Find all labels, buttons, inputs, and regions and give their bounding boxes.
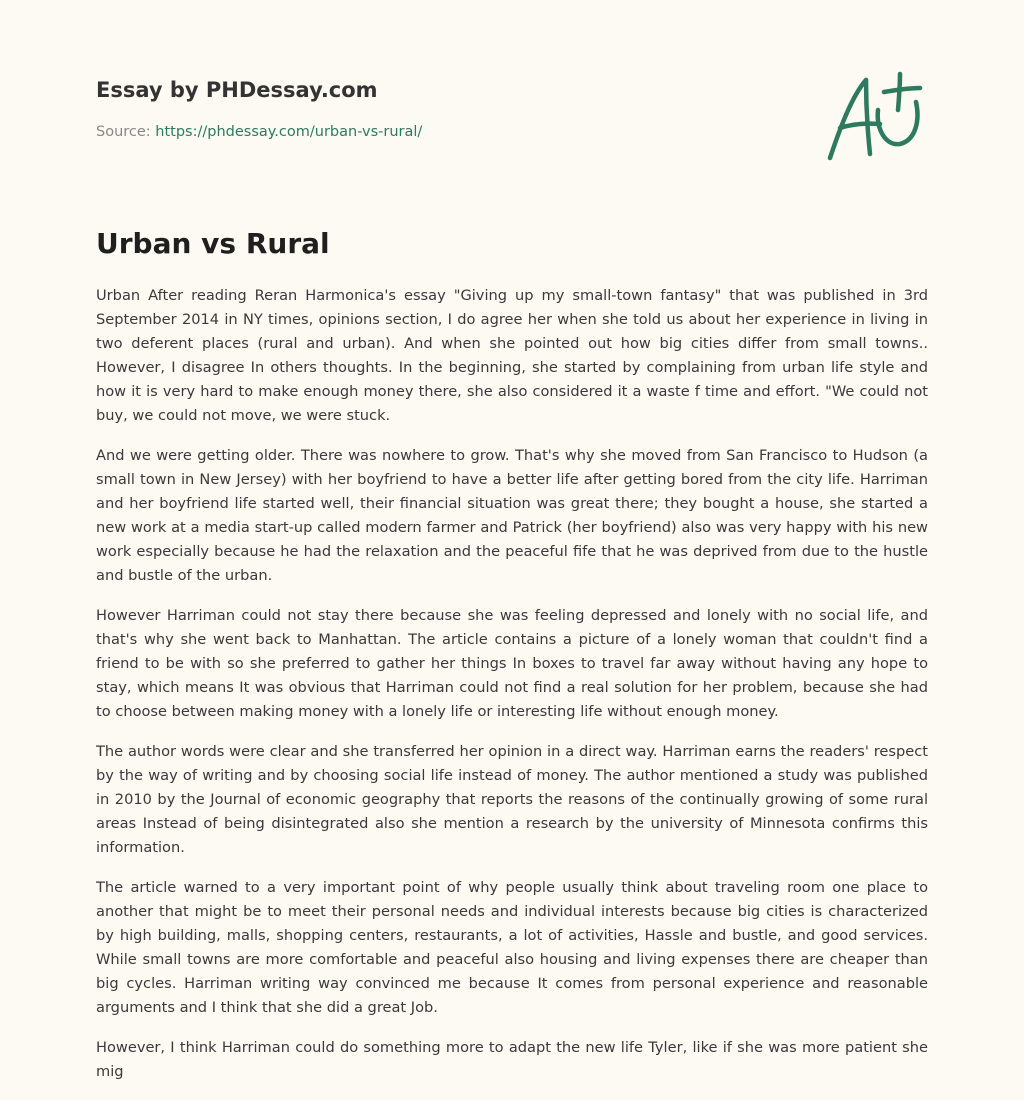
brand-title: Essay by PHDessay.com (96, 78, 378, 102)
essay-paragraph: However Harriman could not stay there because she was feeling depressed and lonely with no social life, and that's why she went back to Manhattan. The article contains a picture of a lonely woman that couldn't find a friend to be with so she preferred to gather her things In boxes to travel far away without having any hope to stay, which means It was obvious that Harriman could not find a real solution for her problem, because she had to choose between making money with a lonely life or interesting life without enough money. (96, 607, 928, 720)
a-plus-grade-icon (822, 66, 926, 164)
essay-body (96, 284, 928, 1100)
essay-paragraph: However, I think Harriman could do something more to adapt the new life Tyler, like if she was more patient she mig (96, 1039, 928, 1080)
essay-title: Urban vs Rural (96, 227, 330, 260)
site-header (96, 74, 928, 142)
source-line (96, 122, 928, 142)
essay-paragraph: The article warned to a very important point of why people usually think about traveling room one place to another that might be to meet their personal needs and individual interests because big cities is characterized by high building, malls, shopping centers, restaurants, a lot of activities, Hassle and bustle, and good services. While small towns are more comfortable and peaceful also housing and living expenses there are cheaper than big cycles. Harriman writing way convinced me because It comes from personal experience and reasonable arguments and I think that she did a great Job. (96, 879, 928, 1016)
source-label: Source: (96, 124, 156, 140)
source-link[interactable]: https://phdessay.com/urban-vs-rural/ (155, 124, 423, 140)
essay-paragraph: The author words were clear and she transferred her opinion in a direct way. Harriman earns the readers' respect by the way of writing and by choosing social life instead of money. The author mentioned a study was published in 2010 by the Journal of economic geography that reports the reasons of the continually growing of some rural areas Instead of being disintegrated also she mention a research by the university of Minnesota confirms this information. (96, 743, 928, 856)
essay-paragraph: And we were getting older. There was nowhere to grow. That's why she moved from San Francisco to Hudson (a small town in New Jersey) with her boyfriend to have a better life after getting bored from the city life. Harriman and her boyfriend life started well, their financial situation was great there; they bought a house, she started a new work at a media start-up called modern farmer and Patrick (her boyfriend) also was very happy with his new work especially because he had the relaxation and the peaceful fife that he was deprived from due to the hustle and bustle of the urban. (96, 447, 928, 584)
essay-paragraph: Urban After reading Reran Harmonica's essay "Giving up my small-town fantasy" that was published in 3rd September 2014 in NY times, opinions section, I do agree her when she told us about her experience in living in two deferent places (rural and urban). And when she pointed out how big cities differ from small towns.. However, I disagree In others thoughts. In the beginning, she started by complaining from urban life style and how it is very hard to make enough money there, she also considered it a waste f time and effort. "We could not buy, we could not move, we were stuck. (96, 287, 928, 424)
